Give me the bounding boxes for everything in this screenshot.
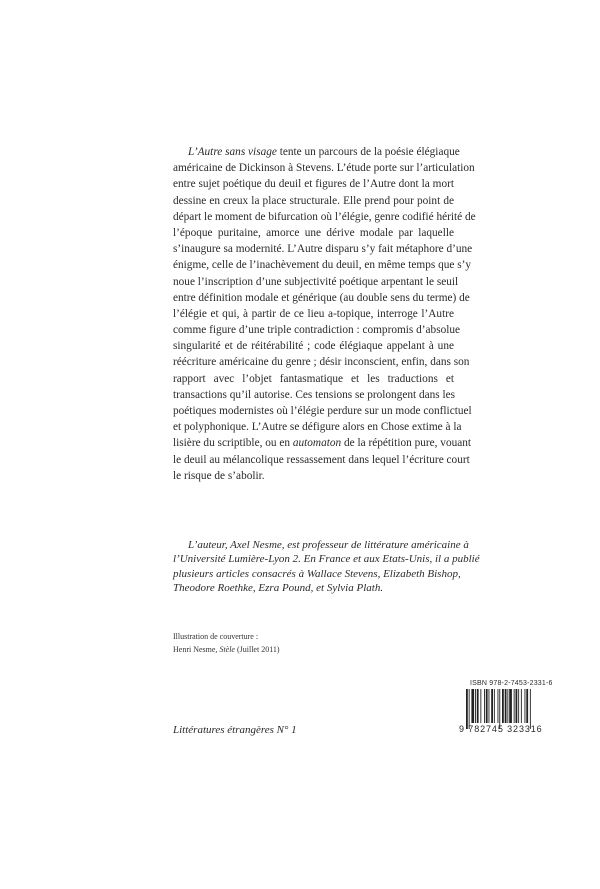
author-bio [173,538,480,595]
blurb-line: le risque de s’abolir. [173,469,265,482]
blurb-line: américaine de Dickinson à Stevens. L’étude porte sur l’articulation [173,162,475,175]
blurb-line: L’Autre sans visage tente un parcours de la poésie élégiaque [188,146,460,158]
barcode-bar [521,689,522,723]
isbn-label: ISBN 978-2-7453-2331-6 [470,680,553,687]
blurb-line: lisière du scriptible, ou en automaton de la répétition pure, vouant [173,437,472,450]
blurb-line: l’élégie et qui, à partir de ce lieu a-topique, interroge l’Autre [173,307,454,320]
blurb-line: rapport avec l’objet fantasmatique et les traductions et [173,372,454,385]
barcode-bar [499,689,500,729]
barcode-bar [477,689,479,723]
book-title: L’Autre sans visage [188,146,277,158]
blurb-line: entre sujet poétique du deuil et figures de l’Autre dont la mort [173,178,454,191]
barcode-bar [469,689,470,729]
barcode-bar [466,689,468,729]
cover-illustration-credit: Illustration de couverture : Henri Nesme, Stèle (Juillet 2011) [173,632,280,654]
barcode-bar [514,689,515,723]
barcode-bar [498,689,499,723]
barcode-bar [471,689,474,723]
barcode-bar [518,689,519,723]
barcode-bar [494,689,495,723]
blurb-line: l’époque puritaine, amorce une dérive modale par laquelle [173,226,454,239]
blurb-line: énigme, celle de l’inachèvement du deuil, en même temps que s’y [173,259,472,272]
barcode-bar [530,689,531,729]
barcode-bar [491,689,493,723]
blurb-line: transactions qu’il autorise. Ces tensions se prolongent dans les [173,388,456,401]
barcode-bar [480,689,481,723]
blurb-line: comme figure d’une triple contradiction : compromis d’absolue [173,324,461,337]
barcode-bar [484,689,485,723]
barcode-image [466,689,554,729]
author-line: l’Université Lumière-Lyon 2. En France et aux Etats-Unis, il a publié [173,553,480,566]
blurb-line: entre définition modale et générique (au double sens du terme) de [173,291,470,304]
barcode-digits: 9 782745 323316 [459,724,543,734]
blurb-line: réécriture américaine du genre ; désir inconscient, enfin, dans son [173,356,470,369]
blurb-line: s’inaugure sa modernité. L’Autre disparu s’y fait métaphore d’une [173,243,473,256]
barcode-bar [516,689,518,723]
blurb-line: et polyphonique. L’Autre se défigure alors en Chose extime à la [173,421,462,434]
barcode-bar [475,689,476,723]
barcode-bar [486,689,488,723]
blurb-line: singularité et de réitérabilité ; code élégiaque appelant à une [173,340,454,353]
blurb-paragraph [173,144,476,484]
author-line: plusieurs articles consacrés à Wallace Stevens, Elizabeth Bishop, [173,567,461,580]
barcode-bar [526,689,528,723]
blurb-line: dessine en creux la place structurale. Elle prend pour point de [173,194,454,207]
barcode-bar [509,689,512,723]
author-line: L’auteur, Axel Nesme, est professeur de littérature américaine à [188,539,469,551]
barcode-bar [489,689,490,723]
barcode-bar [507,689,508,723]
barcode-bar [505,689,507,723]
author-line: Theodore Roethke, Ezra Pound, et Sylvia Plath. [173,581,384,594]
barcode-bar [525,689,526,723]
series-title: Littératures étrangères N° 1 [173,724,297,736]
blurb-line: le deuil au mélancolique ressassement dans lequel l’écriture court [173,453,470,466]
blurb-line: noue l’inscription d’une subjectivité poétique arpentant le seuil [173,275,459,288]
barcode-bar [502,689,504,723]
blurb-line: poétiques modernistes où l’élégie perdure sur un mode conflictuel [173,405,472,417]
blurb-line: départ le moment de bifurcation où l’élégie, genre codifié hérité de [173,210,476,223]
